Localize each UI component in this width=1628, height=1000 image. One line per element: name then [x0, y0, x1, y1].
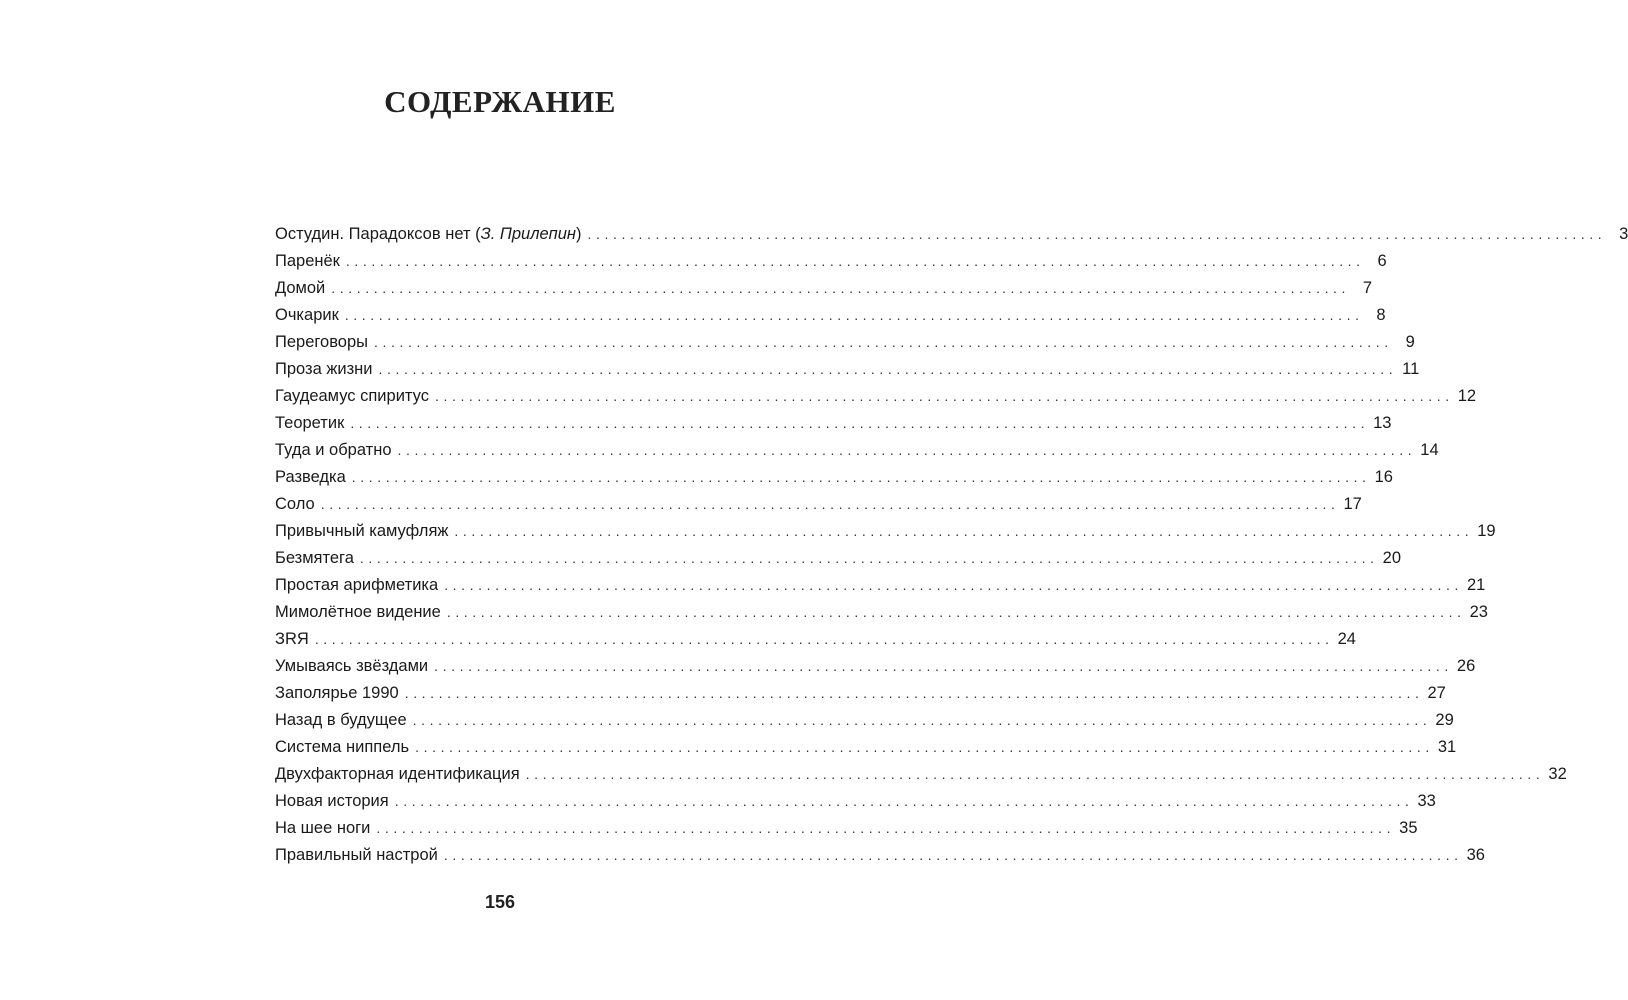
toc-entry-page: 19 [1477, 522, 1496, 540]
page-number: 156 [484, 892, 516, 912]
toc-entry-title-text: Назад в будущее [275, 711, 407, 729]
dot-leader: ........................................................................................................................ [587, 226, 1607, 242]
toc-entry-page: 12 [1457, 387, 1477, 405]
toc-entry-title-text: Мимолётное видение [275, 603, 441, 621]
toc-entry-page: 35 [1399, 819, 1418, 837]
toc-entry-title-text: Правильный настрой [275, 846, 438, 864]
toc-entry-title-text: Остудин. Парадоксов нет ( [275, 225, 481, 243]
toc-entry [275, 518, 1496, 545]
toc-entry-page: 14 [1420, 441, 1439, 459]
table-of-contents [275, 221, 1628, 869]
toc-entry [275, 626, 1356, 653]
toc-entry-page: 32 [1548, 765, 1567, 783]
dot-leader: ........................................................................................................................ [314, 631, 1334, 647]
dot-leader: ........................................................................................................................ [525, 766, 1545, 782]
toc-entry-title [275, 707, 413, 734]
toc-entry-title-text: Привычный камуфляж [275, 522, 449, 540]
toc-entry-title-text: Переговоры [275, 333, 369, 351]
toc-entry-title [275, 572, 444, 599]
toc-entry-page: 6 [1377, 252, 1387, 270]
toc-entry [275, 761, 1567, 788]
dot-leader: ........................................................................................................................ [351, 469, 1371, 485]
toc-entry-title [275, 464, 352, 491]
toc-entry [275, 599, 1488, 626]
toc-entry [275, 680, 1446, 707]
toc-entry-title [275, 248, 346, 275]
toc-entry-page: 27 [1427, 684, 1446, 702]
toc-entry [275, 410, 1392, 437]
dot-leader: ........................................................................................................................ [415, 739, 1434, 755]
dot-leader: ........................................................................................................................ [434, 658, 1453, 674]
toc-entry-title-text: Соло [275, 495, 315, 513]
toc-entry-page: 36 [1466, 846, 1485, 864]
toc-entry-title [275, 680, 405, 707]
toc-entry-title-text: Гаудеамус спиритус [275, 387, 429, 405]
toc-entry-title-text: Система ниппель [275, 738, 410, 756]
toc-entry [275, 329, 1415, 356]
toc-entry-page: 17 [1343, 495, 1362, 513]
toc-entry-title-text: ЗRЯ [275, 630, 309, 648]
toc-entry [275, 464, 1393, 491]
dot-leader: ........................................................................................................................ [394, 793, 1414, 809]
toc-entry [275, 491, 1362, 518]
toc-entry-page: 29 [1435, 711, 1454, 729]
toc-entry-title [275, 383, 435, 410]
toc-entry-title [275, 653, 434, 680]
toc-entry [275, 248, 1387, 275]
toc-entry-title [275, 302, 345, 329]
toc-entry [275, 383, 1477, 410]
toc-entry-title [275, 275, 331, 302]
dot-leader: ........................................................................................................................ [454, 523, 1474, 539]
dot-leader: ........................................................................................................................ [404, 685, 1424, 701]
dot-leader: ........................................................................................................................ [320, 496, 1340, 512]
toc-entry [275, 302, 1386, 329]
dot-leader: ........................................................................................................................ [350, 415, 1370, 431]
dot-leader: ........................................................................................................................ [344, 307, 1364, 323]
toc-entry-title-text: Домой [275, 279, 326, 297]
toc-entry-title-text: Умываясь звёздами [275, 657, 429, 675]
toc-entry-page: 9 [1405, 333, 1415, 351]
toc-entry-page: 23 [1469, 603, 1488, 621]
toc-entry-title-text: Паренёк [275, 252, 340, 270]
toc-entry-page: 3 [1619, 225, 1628, 243]
toc-entry-title [275, 626, 315, 653]
toc-entry-title [275, 437, 398, 464]
toc-entry [275, 734, 1457, 761]
toc-entry-title [275, 761, 526, 788]
toc-entry-title [275, 842, 444, 869]
toc-entry-title-suffix: ) [576, 225, 582, 243]
toc-entry-title [275, 545, 360, 572]
toc-entry-page: 33 [1417, 792, 1436, 810]
dot-leader: ........................................................................................................................ [376, 820, 1396, 836]
dot-leader: ........................................................................................................................ [397, 442, 1417, 458]
dot-leader: ........................................................................................................................ [446, 604, 1466, 620]
dot-leader: ........................................................................................................................ [444, 577, 1463, 593]
dot-leader: ........................................................................................................................ [359, 550, 1379, 566]
toc-entry-title [275, 410, 350, 437]
toc-entry-title [275, 356, 379, 383]
dot-leader: ........................................................................................................................ [374, 334, 1393, 350]
toc-entry-title [275, 788, 395, 815]
dot-leader: ........................................................................................................................ [378, 361, 1398, 377]
toc-entry-page: 31 [1437, 738, 1457, 756]
toc-entry [275, 653, 1476, 680]
toc-entry-page: 16 [1374, 468, 1393, 486]
toc-entry-page: 13 [1373, 414, 1392, 432]
toc-entry-page: 26 [1456, 657, 1476, 675]
toc-entry-title [275, 518, 454, 545]
toc-entry-title [275, 599, 447, 626]
toc-entry-title [275, 329, 374, 356]
toc-entry-title [275, 815, 376, 842]
toc-entry [275, 437, 1439, 464]
toc-entry-title-text: Заполярье 1990 [275, 684, 399, 702]
toc-entry [275, 356, 1420, 383]
toc-entry-title-text: Туда и обратно [275, 441, 392, 459]
toc-entry [275, 707, 1454, 734]
toc-entry [275, 275, 1373, 302]
dot-leader: ........................................................................................................................ [412, 712, 1432, 728]
toc-entry-title-text: Проза жизни [275, 360, 373, 378]
toc-entry-title [275, 734, 415, 761]
toc-entry-title-text: Разведка [275, 468, 346, 486]
toc-entry [275, 545, 1401, 572]
dot-leader: ........................................................................................................................ [331, 280, 1351, 296]
toc-entry [275, 788, 1436, 815]
page-title: СОДЕРЖАНИЕ [384, 84, 616, 119]
toc-entry [275, 842, 1485, 869]
toc-entry-author: З. Прилепин [480, 225, 577, 243]
toc-entry-title-text: На шее ноги [275, 819, 371, 837]
dot-leader: ........................................................................................................................ [443, 847, 1463, 863]
toc-entry-page: 7 [1362, 279, 1373, 297]
toc-entry-page: 8 [1376, 306, 1386, 324]
toc-entry-title-text: Теоретик [275, 414, 345, 432]
toc-entry-page: 11 [1402, 360, 1420, 378]
toc-entry-title-text: Очкарик [275, 306, 339, 324]
toc-entry-page: 24 [1337, 630, 1356, 648]
toc-entry-page: 21 [1466, 576, 1486, 594]
dot-leader: ........................................................................................................................ [345, 253, 1365, 269]
toc-entry-title [275, 491, 321, 518]
dot-leader: ........................................................................................................................ [434, 388, 1454, 404]
toc-entry-title-text: Простая арифметика [275, 576, 439, 594]
toc-entry-title-text: Двухфакторная идентификация [275, 765, 520, 783]
toc-entry-title [275, 221, 588, 248]
toc-entry-page: 20 [1382, 549, 1401, 567]
toc-entry-title-text: Безмятега [275, 549, 354, 567]
toc-entry [275, 572, 1486, 599]
toc-entry-title-text: Новая история [275, 792, 389, 810]
toc-entry [275, 815, 1418, 842]
toc-entry [275, 221, 1628, 248]
